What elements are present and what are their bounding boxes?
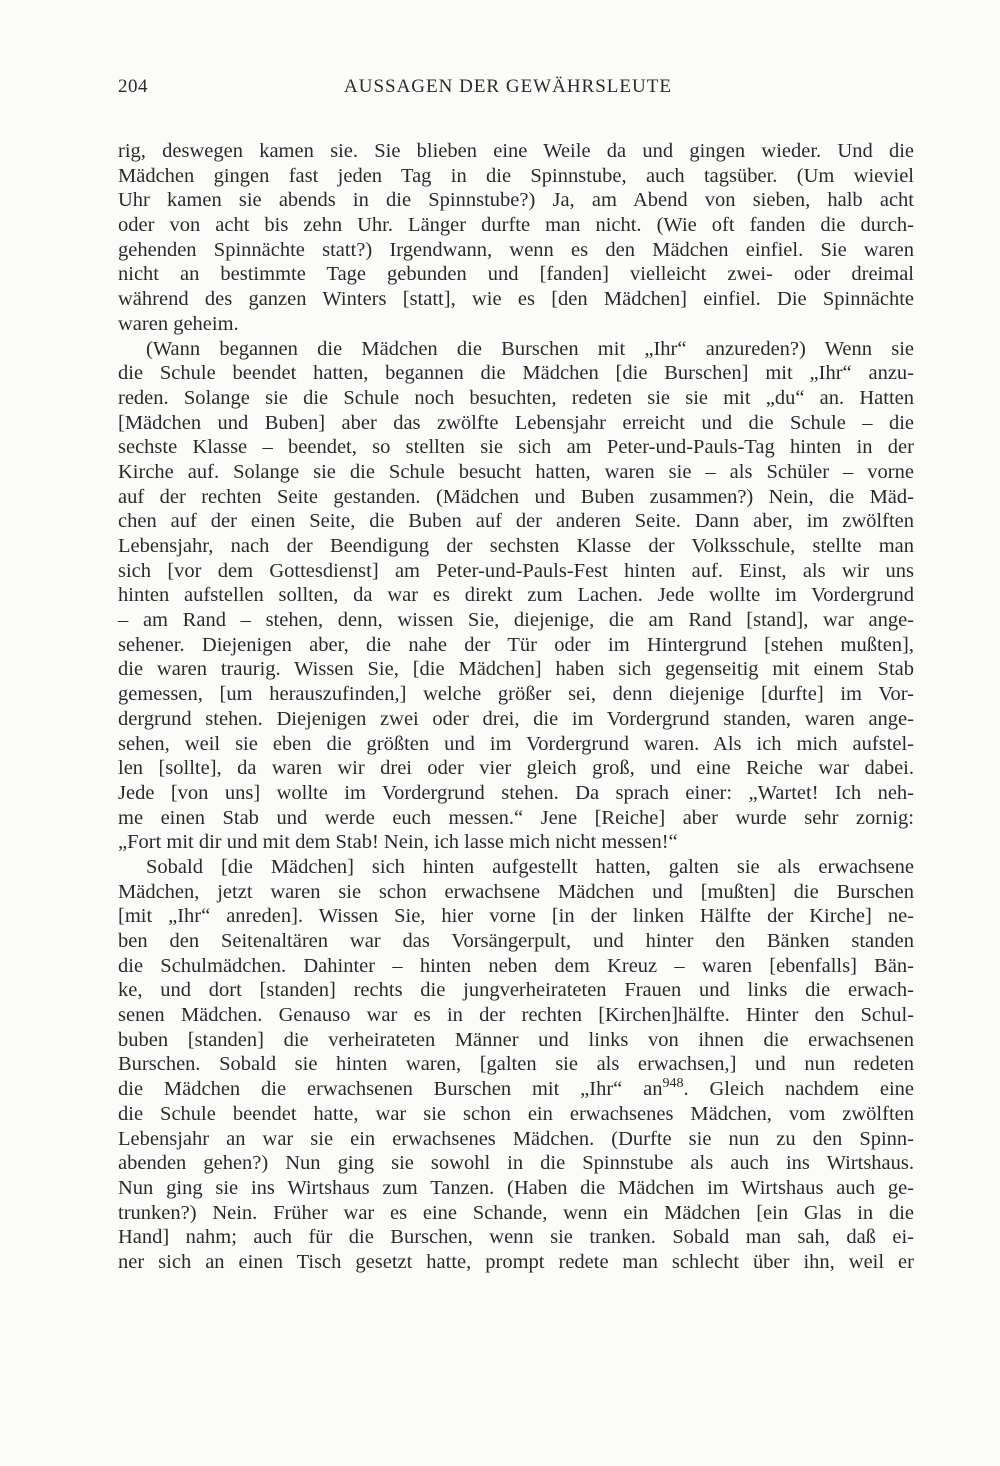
text-line: ner sich an einen Tisch gesetzt hatte, prompt redete man schlecht über ihn, weil er	[118, 1250, 914, 1273]
text-line: sehener. Diejenigen aber, die nahe der Tür oder im Hintergrund [stehen mußten],	[118, 633, 914, 656]
text-line: hinten aufstellen sollten, da war es direkt zum Lachen. Jede wollte im Vordergrund	[118, 584, 914, 607]
text-line: Mädchen, jetzt waren sie schon erwachsene Mädchen und [mußten] die Burschen	[118, 880, 914, 903]
text-line: auf der rechten Seite gestanden. (Mädchen und Buben zusammen?) Nein, die Mäd-	[118, 485, 914, 508]
text-line: während des ganzen Winters [statt], wie es [den Mädchen] einfiel. Die Spinnächte	[118, 288, 914, 311]
text-line: (Wann begannen die Mädchen die Burschen mit „Ihr“ anzureden?) Wenn sie	[146, 337, 914, 360]
text-line: Kirche auf. Solange sie die Schule besucht hatten, waren sie – als Schüler – vorne	[118, 460, 914, 483]
line-text-continued: . Gleich nachdem eine	[683, 1078, 915, 1101]
page-number: 204	[118, 76, 148, 97]
text-line: [Mädchen und Buben] aber das zwölfte Lebensjahr erreicht und die Schule – die	[118, 411, 914, 434]
line-text: die Mädchen die erwachsenen Burschen mit „Ihr“ an	[118, 1078, 663, 1101]
text-line: chen auf der einen Seite, die Buben auf der anderen Seite. Dann aber, im zwölften	[118, 510, 914, 533]
text-line: len [sollte], da waren wir drei oder vier gleich groß, und eine Reiche war dabei.	[118, 757, 914, 780]
text-line: Jede [von uns] wollte im Vordergrund stehen. Da sprach einer: „Wartet! Ich neh-	[118, 781, 914, 804]
text-line: sechste Klasse – beendet, so stellten sie sich am Peter-und-Pauls-Tag hinten in der	[118, 436, 914, 459]
text-line: waren geheim.	[118, 312, 239, 335]
paragraph	[118, 855, 914, 1275]
text-line: me einen Stab und werde euch messen.“ Jene [Reiche] aber wurde sehr zornig:	[118, 806, 914, 829]
paragraph	[118, 139, 914, 337]
text-line: Lebensjahr, nach der Beendigung der sechsten Klasse der Volksschule, stellte man	[118, 535, 914, 557]
paragraph	[118, 337, 914, 855]
text-line: die Schulmädchen. Dahinter – hinten neben dem Kreuz – waren [ebenfalls] Bän-	[118, 954, 914, 977]
text-line: gemessen, [um herauszufinden,] welche größer sei, denn diejenige [durfte] im Vor-	[118, 683, 914, 706]
text-line: [mit „Ihr“ anreden]. Wissen Sie, hier vorne [in der linken Hälfte der Kirche] ne-	[118, 905, 914, 928]
body-text	[118, 139, 914, 1275]
text-line: reden. Solange sie die Schule noch besuchten, redeten sie sie mit „du“ an. Hatten	[118, 386, 914, 409]
text-line: Uhr kamen sie abends in die Spinnstube?) Ja, am Abend von sieben, halb acht	[118, 189, 914, 212]
text-line: Mädchen gingen fast jeden Tag in die Spinnstube, auch tagsüber. (Um wieviel	[118, 164, 914, 187]
text-line: Sobald [die Mädchen] sich hinten aufgestellt hatten, galten sie als erwachsene	[146, 855, 914, 878]
text-line	[118, 1077, 914, 1102]
text-line: dergrund stehen. Diejenigen zwei oder drei, die im Vordergrund standen, waren ange-	[118, 707, 914, 730]
text-line: rig, deswegen kamen sie. Sie blieben eine Weile da und gingen wieder. Und die	[118, 140, 914, 162]
text-line: oder von acht bis zehn Uhr. Länger durfte man nicht. (Wie oft fanden die durch-	[118, 214, 914, 237]
text-line: abenden gehen?) Nun ging sie sowohl in die Spinnstube als auch ins Wirtshaus.	[118, 1152, 914, 1175]
text-line: – am Rand – stehen, denn, wissen Sie, diejenige, die am Rand [stand], war ange-	[118, 609, 914, 632]
text-line: trunken?) Nein. Früher war es eine Schande, wenn ein Mädchen [ein Glas in die	[118, 1201, 914, 1224]
text-line: nicht an bestimmte Tage gebunden und [fanden] vielleicht zwei- oder dreimal	[118, 263, 914, 286]
text-line: ke, und dort [standen] rechts die jungverheirateten Frauen und links die erwach-	[118, 979, 914, 1002]
running-title: AUSSAGEN DER GEWÄHRSLEUTE	[344, 76, 672, 97]
text-line: die Schule beendet hatte, war sie schon ein erwachsenes Mädchen, vom zwölften	[118, 1102, 914, 1125]
text-line: Burschen. Sobald sie hinten waren, [galten sie als erwachsen,] und nun redeten	[118, 1053, 914, 1076]
text-line: ben den Seitenaltären war das Vorsängerpult, und hinter den Bänken standen	[118, 930, 914, 952]
text-line: Lebensjahr an war sie ein erwachsenes Mädchen. (Durfte sie nun zu den Spinn-	[118, 1127, 914, 1150]
running-header	[118, 76, 916, 102]
text-line: buben [standen] die verheirateten Männer und links von ihnen die erwachsenen	[118, 1028, 914, 1051]
text-line: die Schule beendet hatten, begannen die Mädchen [die Burschen] mit „Ihr“ anzu-	[118, 362, 914, 385]
text-line: gehenden Spinnächte statt?) Irgendwann, wenn es den Mädchen einfiel. Sie waren	[118, 238, 914, 261]
text-line: sich [vor dem Gottesdienst] am Peter-und-Pauls-Fest hinten auf. Einst, als wir uns	[118, 559, 914, 582]
text-line: senen Mädchen. Genauso war es in der rechten [Kirchen]hälfte. Hinter den Schul-	[118, 1004, 914, 1027]
footnote-reference: 948	[662, 1076, 684, 1092]
text-line: die waren traurig. Wissen Sie, [die Mädchen] haben sich gegenseitig mit einem Stab	[118, 658, 914, 681]
text-line: Hand] nahm; auch für die Burschen, wenn sie tranken. Sobald man sah, daß ei-	[118, 1226, 914, 1249]
text-line: sehen, weil sie eben die größten und im Vordergrund waren. Als ich mich aufstel-	[118, 732, 914, 755]
text-line: Nun ging sie ins Wirtshaus zum Tanzen. (Haben die Mädchen im Wirtshaus auch ge-	[118, 1176, 914, 1199]
text-line: „Fort mit dir und mit dem Stab! Nein, ich lasse mich nicht messen!“	[118, 831, 678, 854]
